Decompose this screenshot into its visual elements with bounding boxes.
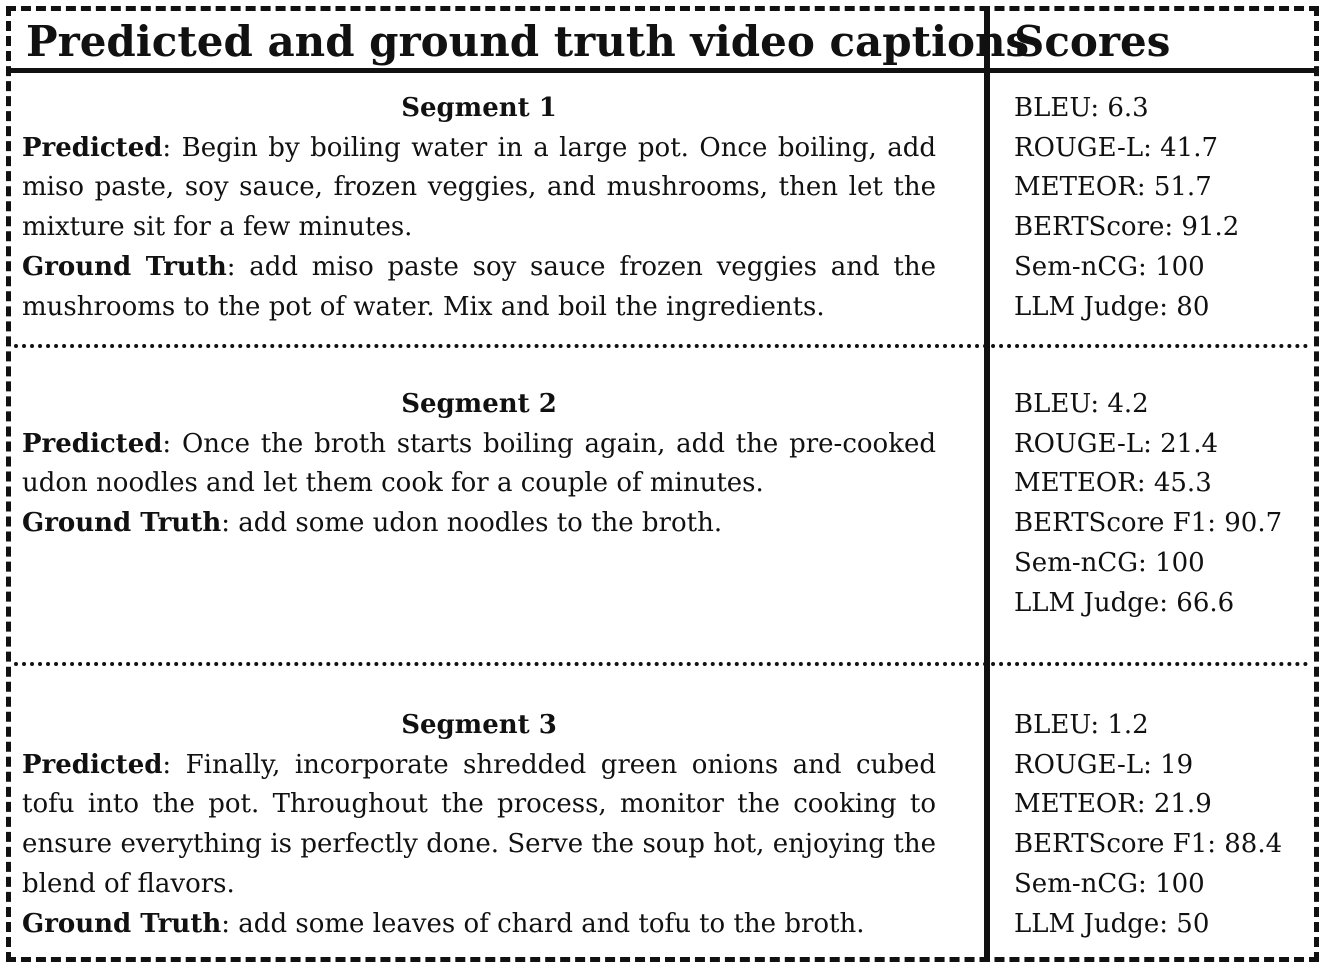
ground-truth-label: Ground Truth	[22, 508, 222, 539]
ground-truth-label: Ground Truth	[22, 251, 227, 282]
segment-1-captions	[22, 89, 936, 327]
predicted-caption	[22, 425, 936, 504]
score-rouge-l: ROUGE-L: 19	[1014, 749, 1194, 780]
score-rouge-l: ROUGE-L: 21.4	[1014, 428, 1219, 459]
column-divider	[984, 6, 990, 962]
predicted-caption	[22, 746, 936, 905]
score-sem-ncg: Sem-nCG: 100	[1014, 547, 1205, 578]
predicted-text: Finally, incorporate shredded green onions and cubed tofu into the pot. Throughout the process, monitor the cooking to ensure everything is perfectly done. Serve the soup hot, enjoying the blend of flavors.	[22, 749, 936, 899]
predicted-label: Predicted	[22, 749, 163, 780]
score-sem-ncg: Sem-nCG: 100	[1014, 868, 1205, 899]
label-separator: :	[221, 908, 231, 939]
segment-title: Segment 2	[401, 389, 557, 419]
ground-truth-caption	[22, 248, 936, 327]
score-bertscore: BERTScore F1: 90.7	[1014, 508, 1283, 539]
score-bleu: BLEU: 1.2	[1014, 710, 1149, 740]
score-meteor: METEOR: 21.9	[1014, 789, 1212, 820]
score-bleu: BLEU: 6.3	[1014, 93, 1149, 123]
predicted-label: Predicted	[22, 132, 163, 163]
label-separator: :	[226, 251, 236, 282]
score-llm-judge: LLM Judge: 80	[1014, 291, 1210, 322]
ground-truth-text: add miso paste soy sauce frozen veggies and the mushrooms to the pot of water. Mix and boil the ingredients.	[22, 251, 936, 322]
predicted-label: Predicted	[22, 428, 163, 459]
segment-title: Segment 1	[401, 93, 557, 123]
score-rouge-l: ROUGE-L: 41.7	[1014, 132, 1219, 163]
predicted-text: Begin by boiling water in a large pot. Once boiling, add miso paste, soy sauce, frozen veggies, and mushrooms, then let the mixture sit for a few minutes.	[22, 132, 936, 243]
ground-truth-text: add some udon noodles to the broth.	[230, 508, 723, 539]
score-bertscore: BERTScore: 91.2	[1014, 212, 1240, 243]
ground-truth-caption	[22, 905, 936, 945]
score-llm-judge: LLM Judge: 66.6	[1014, 587, 1235, 618]
label-separator: :	[162, 749, 172, 780]
segment-3-scores	[1014, 706, 1304, 944]
segment-3-captions	[22, 706, 936, 944]
label-separator: :	[162, 428, 172, 459]
ground-truth-label: Ground Truth	[22, 908, 222, 939]
segment-2-scores	[1014, 385, 1304, 623]
segment-1-scores	[1014, 89, 1304, 327]
label-separator: :	[221, 508, 231, 539]
score-bertscore: BERTScore F1: 88.4	[1014, 829, 1283, 860]
scores-column-header: Scores	[1014, 17, 1171, 66]
score-llm-judge: LLM Judge: 50	[1014, 908, 1210, 939]
predicted-text: Once the broth starts boiling again, add the pre-cooked udon noodles and let them cook for a couple of minutes.	[22, 428, 936, 499]
segment-divider	[14, 662, 1309, 666]
score-meteor: METEOR: 45.3	[1014, 468, 1212, 499]
segment-title: Segment 3	[401, 710, 557, 740]
score-meteor: METEOR: 51.7	[1014, 172, 1212, 203]
predicted-caption	[22, 129, 936, 248]
score-bleu: BLEU: 4.2	[1014, 389, 1149, 419]
ground-truth-caption	[22, 504, 936, 544]
segment-2-captions	[22, 385, 936, 544]
label-separator: :	[162, 132, 172, 163]
captions-column-header: Predicted and ground truth video captions	[26, 17, 1030, 66]
score-sem-ncg: Sem-nCG: 100	[1014, 251, 1205, 282]
segment-divider	[14, 344, 1309, 348]
ground-truth-text: add some leaves of chard and tofu to the broth.	[230, 908, 865, 939]
